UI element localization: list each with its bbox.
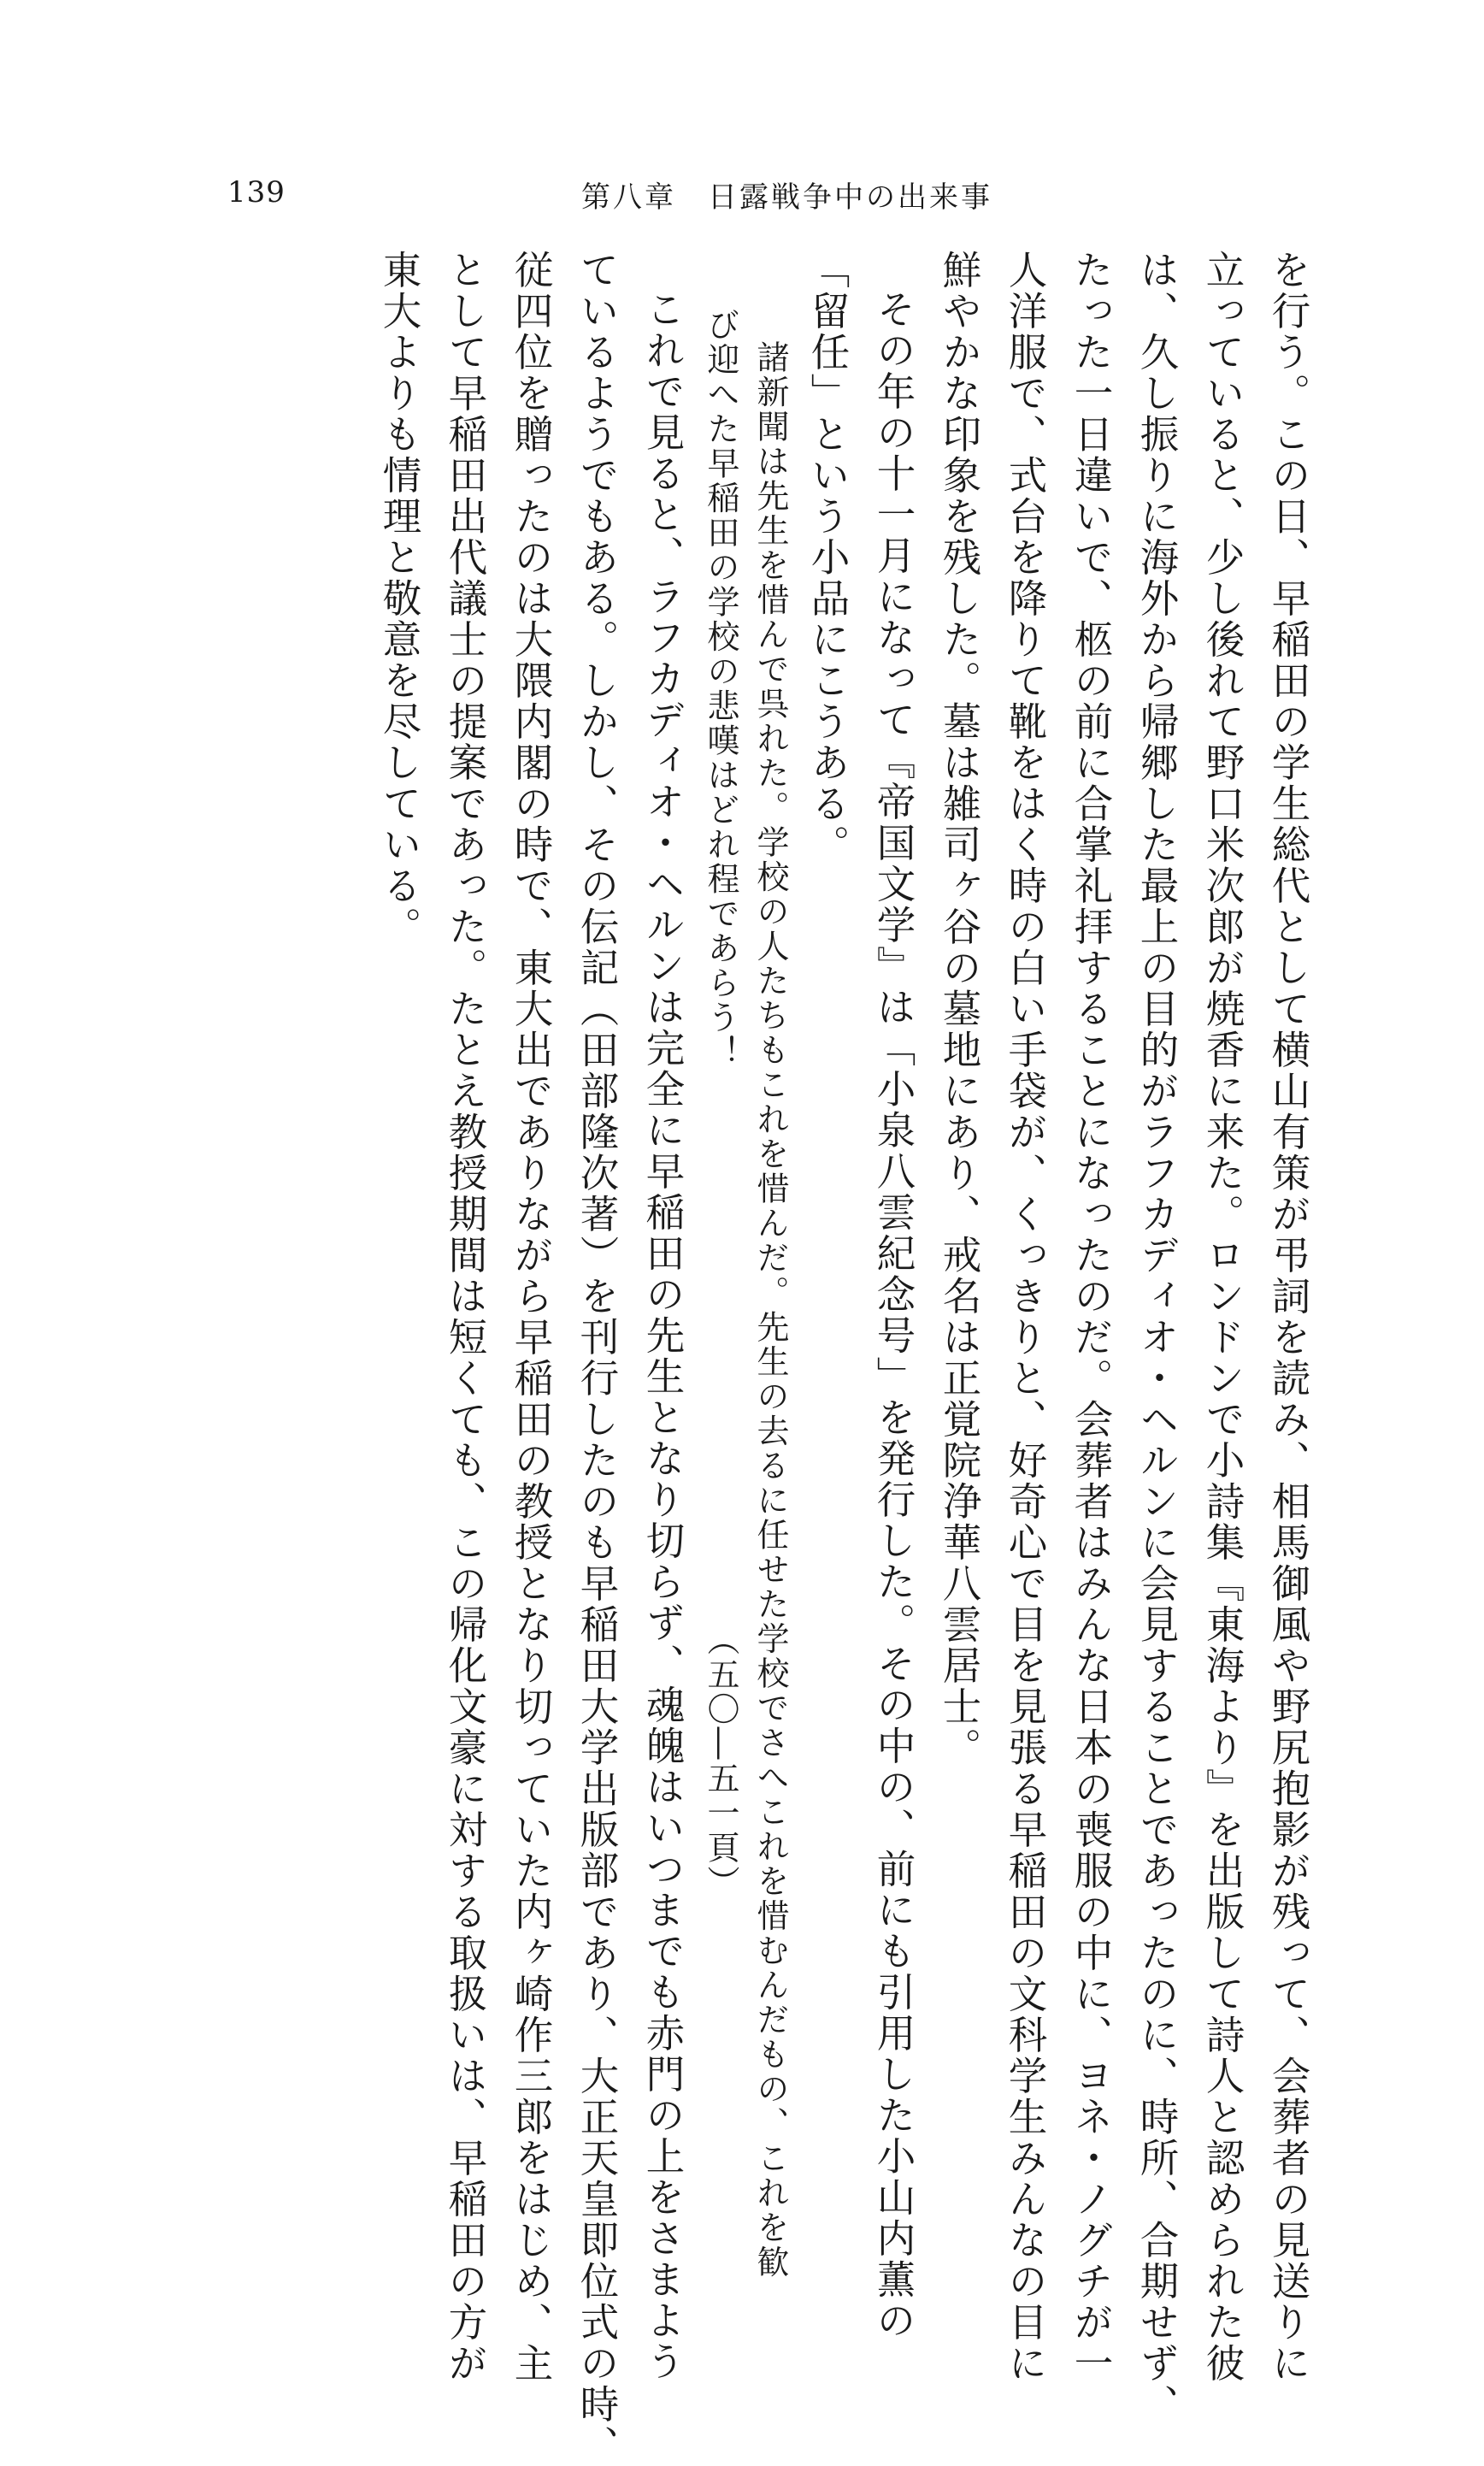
text-column: 東大よりも情理と敬意を尽している。 (377, 250, 422, 947)
text-column: 人洋服で、式台を降りて靴をはく時の白い手袋が、くっきりと、好奇心で目を見張る早稲田の文科学生みんなの目に (1003, 250, 1048, 2384)
text-column: を行う。この日、早稲田の学生総代として横山有策が弔詞を読み、相馬御風や野尻抱影が残って、会葬者の見送りに (1266, 250, 1311, 2384)
quote-text: び迎へた早稲田の学校の悲嘆はどれ程であらう！ (702, 308, 739, 1071)
quote-line: 諸新聞は先生を惜んで呉れた。学校の人たちもこれを惜んだ。先生の去るに任せた学校でさへこれを惜むんだもの、これを歓 (751, 340, 789, 2280)
text-column: 立っていると、少し後れて野口米次郎が焼香に来た。ロンドンで小詩集『東海より』を出版して詩人と認められた彼 (1200, 250, 1246, 2384)
quote-line (696, 250, 745, 1900)
text-column: 従四位を贈ったのは大隈内閣の時で、東大出でありながら早稲田の教授となり切っていた内ヶ崎作三郎をはじめ、主 (509, 250, 554, 2384)
text-column: 「留任」という小品にこうある。 (805, 250, 851, 865)
page-number: 139 (227, 175, 286, 209)
text-column: として早稲田出代議士の提案であった。たとえ教授期間は短くても、この帰化文豪に対する取扱いは、早稲田の方が (443, 250, 488, 2384)
text-column: たった一日違いで、柩の前に合掌礼拝することになったのだ。会葬者はみんな日本の喪服の中に、ヨネ・ノグチが一 (1069, 250, 1114, 2384)
text-column: これで見ると、ラフカディオ・ヘルンは完全に早稲田の先生となり切らず、魂魄はいつまでも赤門の上をさまよう (640, 288, 686, 2382)
text-column: は、久し振りに海外から帰郷した最上の目的がラフカディオ・ヘルンに会見することであったのに、時所、合期せず、 (1134, 250, 1180, 2425)
quote-citation: （五〇―五一頁） (702, 1623, 739, 1900)
text-column: その年の十一月になって『帝国文学』は「小泉八雲紀念号」を発行した。その中の、前にも引用した小山内薫の (871, 288, 916, 2341)
text-column: 鮮やかな印象を残した。墓は雑司ヶ谷の墓地にあり、戒名は正覚院浄華八雲居士。 (937, 250, 982, 1768)
body-text (367, 250, 1322, 2466)
text-column: ているようでもある。しかし、その伝記（田部隆次著）を刊行したのも早稲田大学出版部であり、大正天皇即位式の時、 (574, 250, 620, 2466)
running-header: 第八章 日露戦争中の出来事 (581, 180, 992, 215)
